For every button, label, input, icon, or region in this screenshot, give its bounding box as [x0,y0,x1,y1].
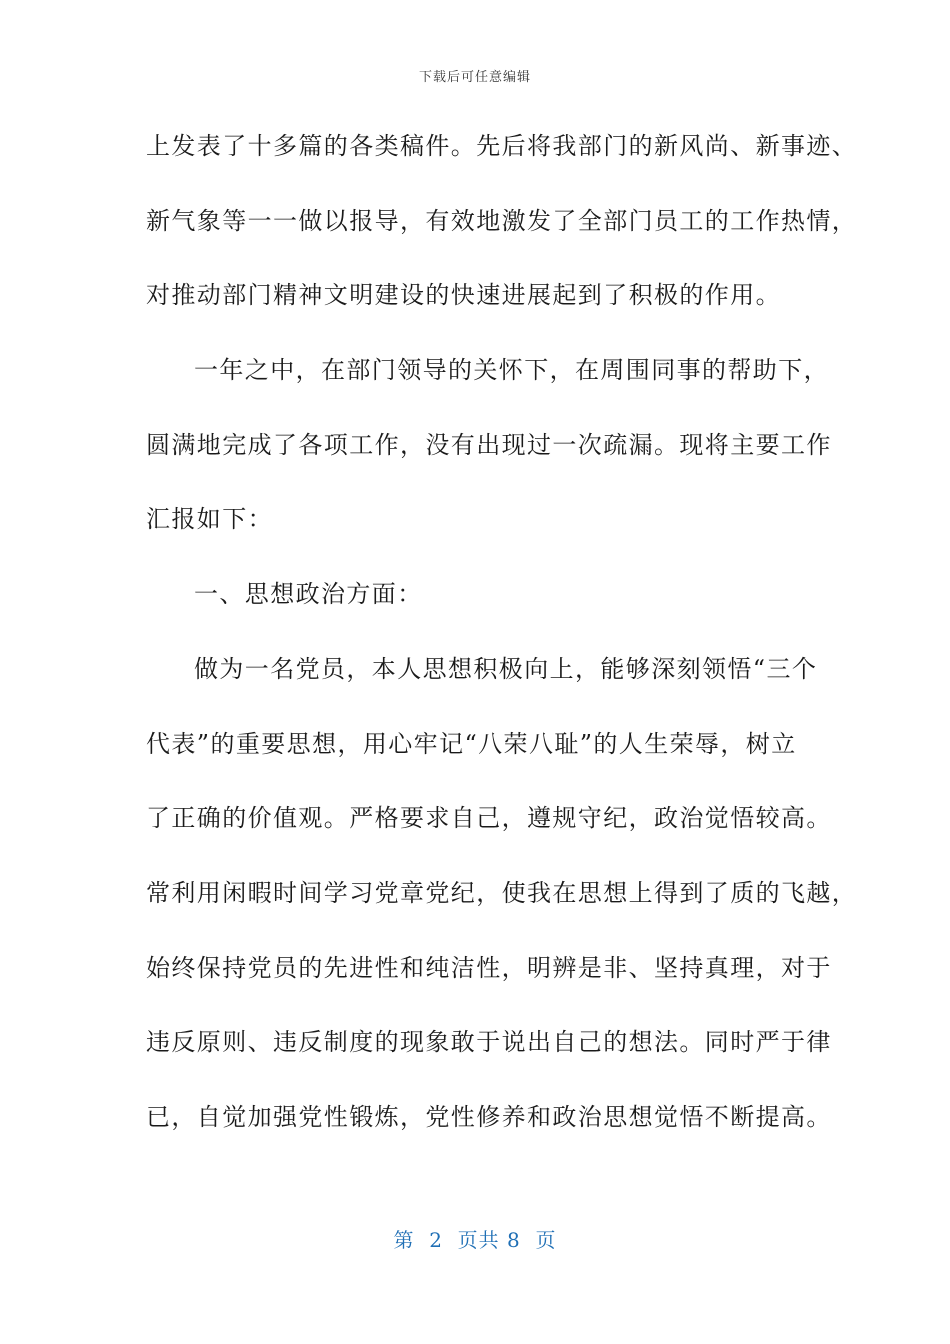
body-line-2: 新气象等一一做以报导，有效地激发了全部门员工的工作热情， [146,206,858,235]
body-line-13: 违反原则、违反制度的现象敢于说出自己的想法。同时严于律 [146,1028,832,1057]
body-line-10: 了正确的价值观。严格要求自己，遵规守纪，政治觉悟较高。 [146,804,832,833]
body-line-11: 常利用闲暇时间学习党章党纪，使我在思想上得到了质的飞越， [146,878,858,907]
body-line-5: 圆满地完成了各项工作，没有出现过一次疏漏。现将主要工作 [146,430,832,459]
section-heading: 一、思想政治方面： [194,580,423,609]
body-line-1: 上发表了十多篇的各类稿件。先后将我部门的新风尚、新事迹、 [146,132,858,160]
body-line-12: 始终保持党员的先进性和纯洁性，明辨是非、坚持真理，对于 [146,953,832,982]
body-line-9: 代表”的重要思想，用心牢记“八荣八耻”的人生荣辱，树立 [146,729,797,758]
page-number-footer: 第 2 页共 8 页 [393,1228,557,1252]
body-line-6: 汇报如下： [146,505,273,534]
body-line-14: 已，自觉加强党性锻炼，党性修养和政治思想觉悟不断提高。 [146,1102,832,1131]
body-line-8: 做为一名党员，本人思想积极向上，能够深刻领悟“三个 [194,654,818,683]
body-line-4: 一年之中，在部门领导的关怀下，在周围同事的帮助下， [194,356,829,385]
body-line-3: 对推动部门精神文明建设的快速进展起到了积极的作用。 [146,281,781,310]
page-header-note: 下载后可任意编辑 [418,70,531,85]
document-body [146,124,858,1170]
